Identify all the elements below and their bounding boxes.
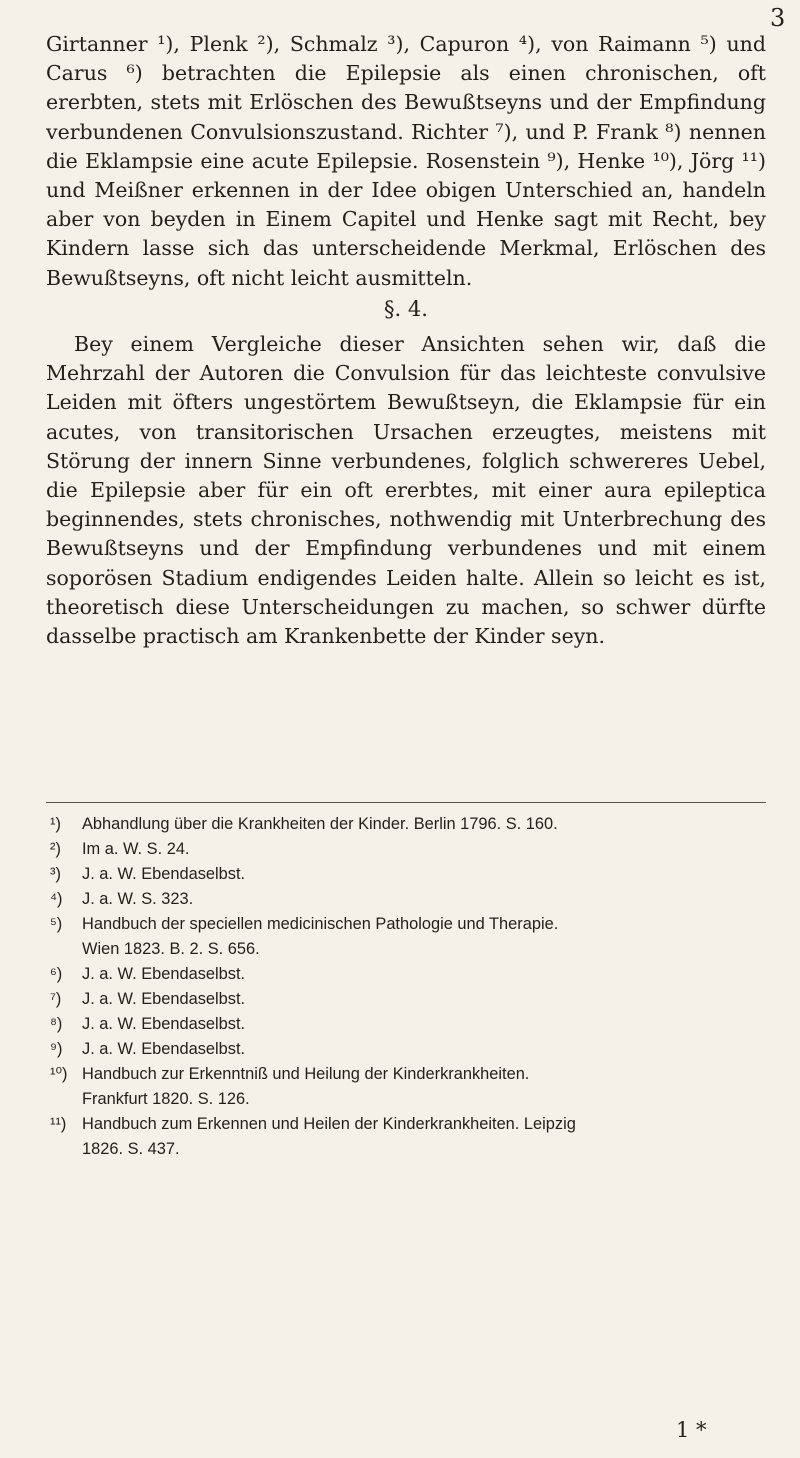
footnote-text: Abhandlung über die Krankheiten der Kinder. Berlin 1796. S. 160. bbox=[82, 815, 558, 833]
footnote-number: ⁹) bbox=[50, 1040, 63, 1058]
footnote-continuation: 1826. S. 437. bbox=[82, 1140, 180, 1158]
footnote-text: Handbuch der speciellen medicinischen Pathologie und Therapie. bbox=[82, 915, 559, 933]
footnote-text: J. a. W. Ebendaselbst. bbox=[82, 865, 246, 883]
footnote bbox=[50, 1037, 766, 1062]
paragraph-1: Girtanner ¹), Plenk ²), Schmalz ³), Capuron ⁴), von Raimann ⁵) und Carus ⁶) betrachten die Epilepsie als einen chronischen, oft ererbten, stets mit Erlöschen des Bewußtseyns und der Empfindung verbundenen Convulsionszustand. Richter ⁷), und P. Frank ⁸) nennen die Eklampsie eine acute Epilepsie. Rosenstein ⁹), Henke ¹⁰), Jörg ¹¹) und Meißner erkennen in der Idee obigen Unterschied an, handeln aber von beyden in Einem Capitel und Henke sagt mit Recht, bey Kindern lasse sich das unterscheidende Merkmal, Erlöschen des Bewußtseyns, oft nicht leicht ausmitteln. bbox=[46, 32, 766, 290]
footnote bbox=[50, 887, 766, 912]
footnote-number: ¹¹) bbox=[50, 1115, 67, 1133]
footnote-text: Im a. W. S. 24. bbox=[82, 840, 190, 858]
footnote-number: ⁴) bbox=[50, 890, 63, 908]
footnote-divider bbox=[46, 802, 766, 803]
footnote bbox=[50, 987, 766, 1012]
footnote-number: ⁵) bbox=[50, 915, 63, 933]
footnote bbox=[50, 812, 766, 837]
footnotes bbox=[50, 812, 766, 1162]
footnote-number: ¹) bbox=[50, 815, 61, 833]
footnote-continuation: Frankfurt 1820. S. 126. bbox=[82, 1090, 250, 1108]
footnote-number: ²) bbox=[50, 840, 61, 858]
footnote-number: ⁷) bbox=[50, 990, 62, 1008]
footnote-text: J. a. W. Ebendaselbst. bbox=[82, 1015, 246, 1033]
footnote-number: ⁸) bbox=[50, 1015, 63, 1033]
footnote-number: ³) bbox=[50, 865, 61, 883]
footnote-number: ⁶) bbox=[50, 965, 63, 983]
footnote bbox=[50, 1012, 766, 1037]
footnote-text: J. a. W. Ebendaselbst. bbox=[82, 965, 246, 983]
signature-mark: 1 * bbox=[676, 1418, 707, 1442]
footnote bbox=[50, 962, 766, 987]
footnote-text: Handbuch zur Erkenntniß und Heilung der Kinderkrankheiten. bbox=[82, 1065, 530, 1083]
footnote-number: ¹⁰) bbox=[50, 1065, 68, 1083]
page-number: 3 bbox=[770, 4, 786, 32]
main-text bbox=[46, 30, 766, 651]
section-heading: §. 4. bbox=[384, 296, 428, 321]
footnote bbox=[50, 1112, 766, 1137]
footnote bbox=[50, 912, 766, 937]
paragraph-2: Bey einem Vergleiche dieser Ansichten sehen wir, daß die Mehrzahl der Autoren die Convulsion für das leichteste convulsive Leiden mit öfters ungestörtem Bewußtseyn, die Eklampsie für ein acutes, von transitorischen Ursachen erzeugtes, meistens mit Störung der innern Sinne verbundenes, folglich schwereres Uebel, die Epilepsie aber für ein oft ererbtes, mit einer aura epileptica beginnendes, stets chronisches, nothwendig mit Unterbrechung des Bewußtseyns und der Empfindung verbundenes und mit einem soporösen Stadium endigendes Leiden halte. Allein so leicht es ist, theoretisch diese Unterscheidungen zu machen, so schwer dürfte dasselbe practisch am Krankenbette der Kinder seyn. bbox=[46, 332, 766, 649]
footnote-text: J. a. W. Ebendaselbst. bbox=[82, 990, 246, 1008]
footnote bbox=[50, 837, 766, 862]
footnote-text: Handbuch zum Erkennen und Heilen der Kinderkrankheiten. Leipzig bbox=[82, 1115, 576, 1133]
footnote-text: J. a. W. Ebendaselbst. bbox=[82, 1040, 246, 1058]
footnote bbox=[50, 862, 766, 887]
footnote-continuation: Wien 1823. B. 2. S. 656. bbox=[82, 940, 260, 958]
footnote bbox=[50, 1062, 766, 1087]
footnote-text: J. a. W. S. 323. bbox=[82, 890, 194, 908]
